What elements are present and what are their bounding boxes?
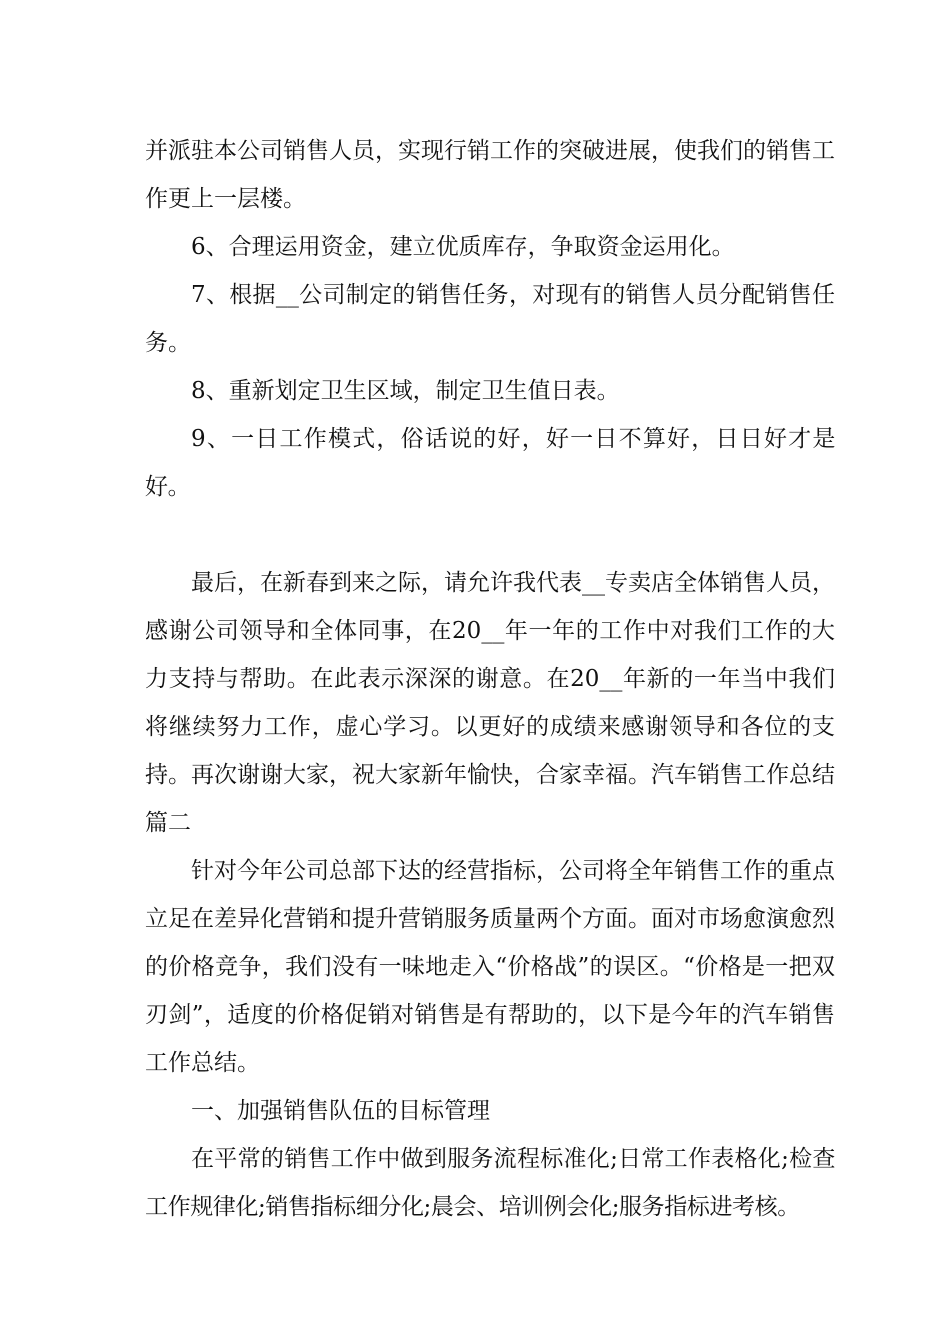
paragraph-continuation: 并派驻本公司销售人员，实现行销工作的突破进展，使我们的销售工作更上一层楼。: [145, 138, 835, 212]
paragraph-item-9: 9、一日工作模式，俗话说的好，好一日不算好，日日好才是好。: [145, 426, 835, 500]
document-body: [145, 127, 835, 1231]
paragraph-spacer: [145, 511, 835, 559]
paragraph-closing: 最后，在新春到来之际，请允许我代表__专卖店全体销售人员，感谢公司领导和全体同事，在20__年一年的工作中对我们工作的大力支持与帮助。在此表示深深的谢意。在20__年新的一年当中我们将继续努力工作，虚心学习。以更好的成绩来感谢领导和各位的支持。再次谢谢大家，祝大家新年愉快，合家幸福。汽车销售工作总结篇二: [145, 570, 835, 836]
paragraph-item-7: 7、根据__公司制定的销售任务，对现有的销售人员分配销售任务。: [145, 282, 835, 356]
paragraph-intro-part-two: 针对今年公司总部下达的经营指标，公司将全年销售工作的重点立足在差异化营销和提升营销服务质量两个方面。面对市场愈演愈烈的价格竞争，我们没有一味地走入“价格战”的误区。“价格是一把双刃剑”，适度的价格促销对销售是有帮助的，以下是今年的汽车销售工作总结。: [145, 858, 835, 1076]
paragraph-section-1: 在平常的销售工作中做到服务流程标准化;日常工作表格化;检查工作规律化;销售指标细分化;晨会、培训例会化;服务指标进考核。: [145, 1146, 835, 1220]
section-heading-1: 一、加强销售队伍的目标管理: [191, 1098, 490, 1124]
paragraph-item-8: 8、重新划定卫生区域，制定卫生值日表。: [191, 378, 620, 404]
paragraph-item-6: 6、合理运用资金，建立优质库存，争取资金运用化。: [191, 234, 735, 260]
